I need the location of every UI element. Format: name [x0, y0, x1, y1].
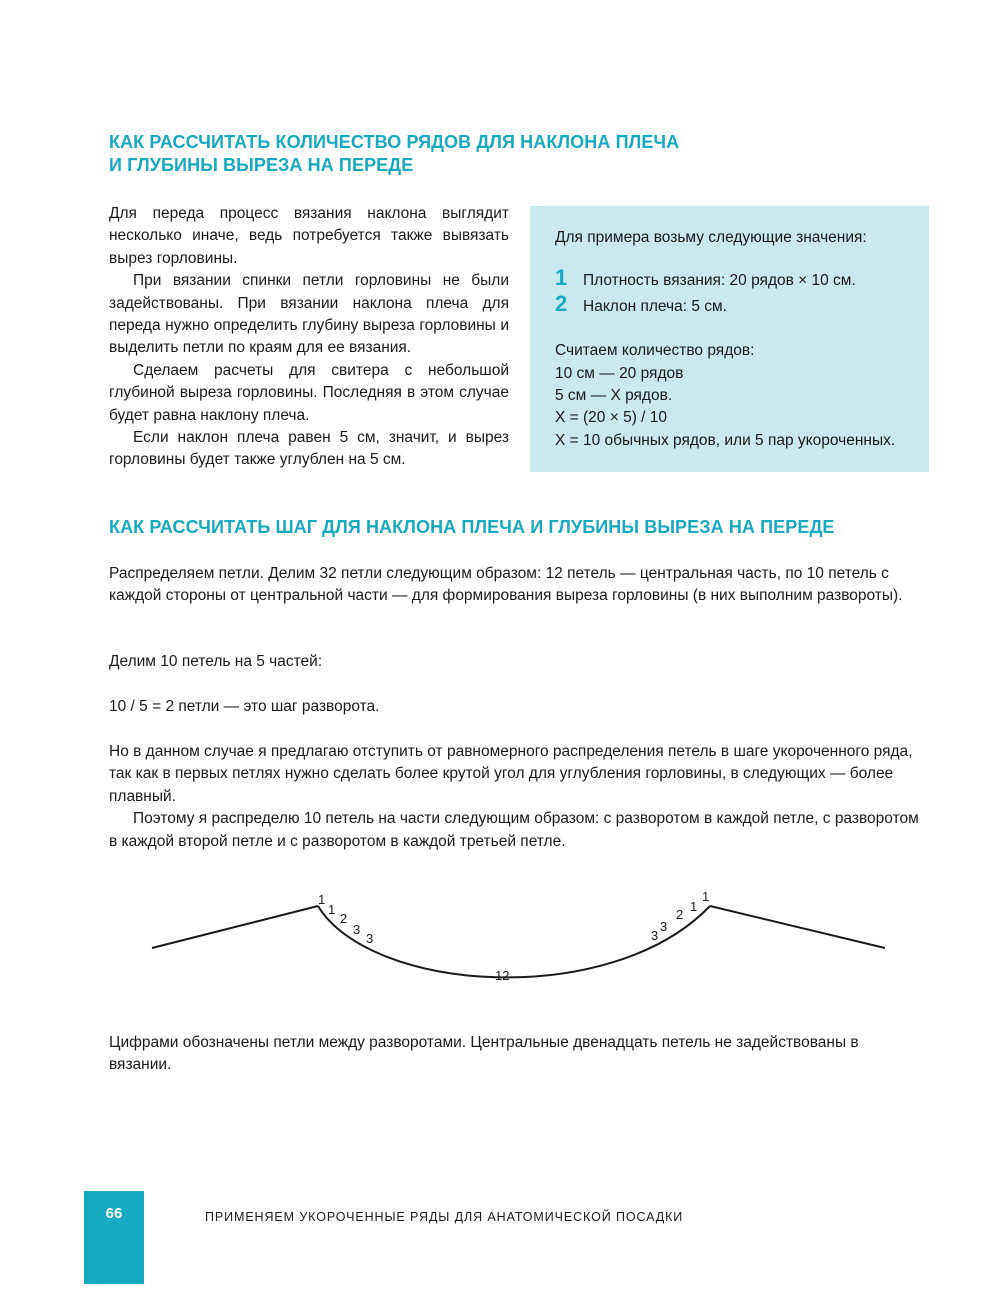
paragraph: Поэтому я распределю 10 петель на части следующим образом: с разворотом в каждой петле, с разворотом в каждой второй петле и с разворотом в каждой третьей петле.	[109, 810, 919, 850]
loop-label: 1	[318, 892, 326, 907]
step-text-block	[109, 651, 919, 673]
page-number: 66	[84, 1191, 144, 1284]
calc-line: 10 см — 20 рядов	[555, 364, 684, 382]
heading-line-1: КАК РАССЧИТАТЬ КОЛИЧЕСТВО РЯДОВ ДЛЯ НАКЛОНА ПЛЕЧА	[109, 132, 680, 152]
paragraph: Для переда процесс вязания наклона выглядит несколько иначе, ведь потребуется также вывязать вырез горловины.	[109, 205, 509, 267]
left-shoulder-line	[152, 906, 318, 948]
loop-label: 3	[660, 919, 668, 934]
example-intro: Для примера возьму следующие значения:	[555, 229, 867, 246]
item-number: 2	[555, 290, 568, 316]
loop-label: 1	[702, 889, 710, 904]
paragraph: Сделаем расчеты для свитера с небольшой глубиной выреза горловины. Последняя в этом случае будет равна наклону плеча.	[109, 361, 509, 424]
paragraph: Делим 10 петель на 5 частей:	[109, 653, 323, 670]
loop-label: 1	[690, 899, 698, 914]
section-heading-step: КАК РАССЧИТАТЬ ШАГ ДЛЯ НАКЛОНА ПЛЕЧА И ГЛУБИНЫ ВЫРЕЗА НА ПЕРЕДЕ	[109, 517, 835, 537]
loop-label: 1	[328, 902, 336, 917]
step-text-block	[109, 696, 919, 718]
calc-line: Х = (20 × 5) / 10	[555, 409, 668, 427]
section-heading-rows	[109, 131, 679, 177]
paragraph: Но в данном случае я предлагаю отступить от равномерного распределения петель в шаге укороченного ряда, так как в первых петлях нужно сделать более крутой угол для углубления горловины, в следующих — более плавный.	[109, 743, 913, 805]
right-shoulder-line	[710, 906, 885, 948]
paragraph: Если наклон плеча равен 5 см, значит, и вырез горловины будет также углублен на 5 см.	[109, 429, 509, 469]
step-text-block	[109, 563, 919, 608]
neckline-diagram	[140, 880, 900, 1000]
calc-title: Считаем количество рядов:	[555, 342, 755, 360]
center-label: 12	[495, 968, 510, 983]
example-item	[555, 290, 929, 318]
paragraph: При вязании спинки петли горловины не были задействованы. При вязании наклона плеча для переда нужно определить глубину выреза горловины и выделить петли по краям для ее вязания.	[109, 272, 509, 357]
caption-block	[109, 1032, 919, 1077]
diagram-caption: Цифрами обозначены петли между разворотами. Центральные двенадцать петель не задействованы в вязании.	[109, 1034, 859, 1074]
loop-label: 3	[651, 928, 659, 943]
item-text: Плотность вязания: 20 рядов × 10 см.	[583, 272, 856, 290]
intro-column	[109, 203, 509, 472]
running-title: ПРИМЕНЯЕМ УКОРОЧЕННЫЕ РЯДЫ ДЛЯ АНАТОМИЧЕСКОЙ ПОСАДКИ	[205, 1210, 684, 1224]
step-text-block	[109, 741, 919, 853]
loop-label: 3	[353, 922, 361, 937]
example-box	[530, 206, 929, 472]
formula: 10 / 5 = 2 петли — это шаг разворота.	[109, 698, 380, 715]
loop-label: 2	[676, 907, 684, 922]
calc-line: 5 см — Х рядов.	[555, 387, 673, 405]
example-item	[555, 267, 929, 292]
loop-label: 3	[366, 931, 374, 946]
item-text: Наклон плеча: 5 см.	[583, 297, 727, 315]
calc-line: Х = 10 обычных рядов, или 5 пар укороченных.	[555, 431, 896, 449]
item-number: 1	[555, 265, 568, 291]
paragraph: Распределяем петли. Делим 32 петли следующим образом: 12 петель — центральная часть, по 10 петель с каждой стороны от центральной части — для формирования выреза горловины (в них выполним развороты).	[109, 565, 903, 605]
loop-label: 2	[340, 911, 348, 926]
heading-line-2: И ГЛУБИНЫ ВЫРЕЗА НА ПЕРЕДЕ	[109, 155, 414, 175]
